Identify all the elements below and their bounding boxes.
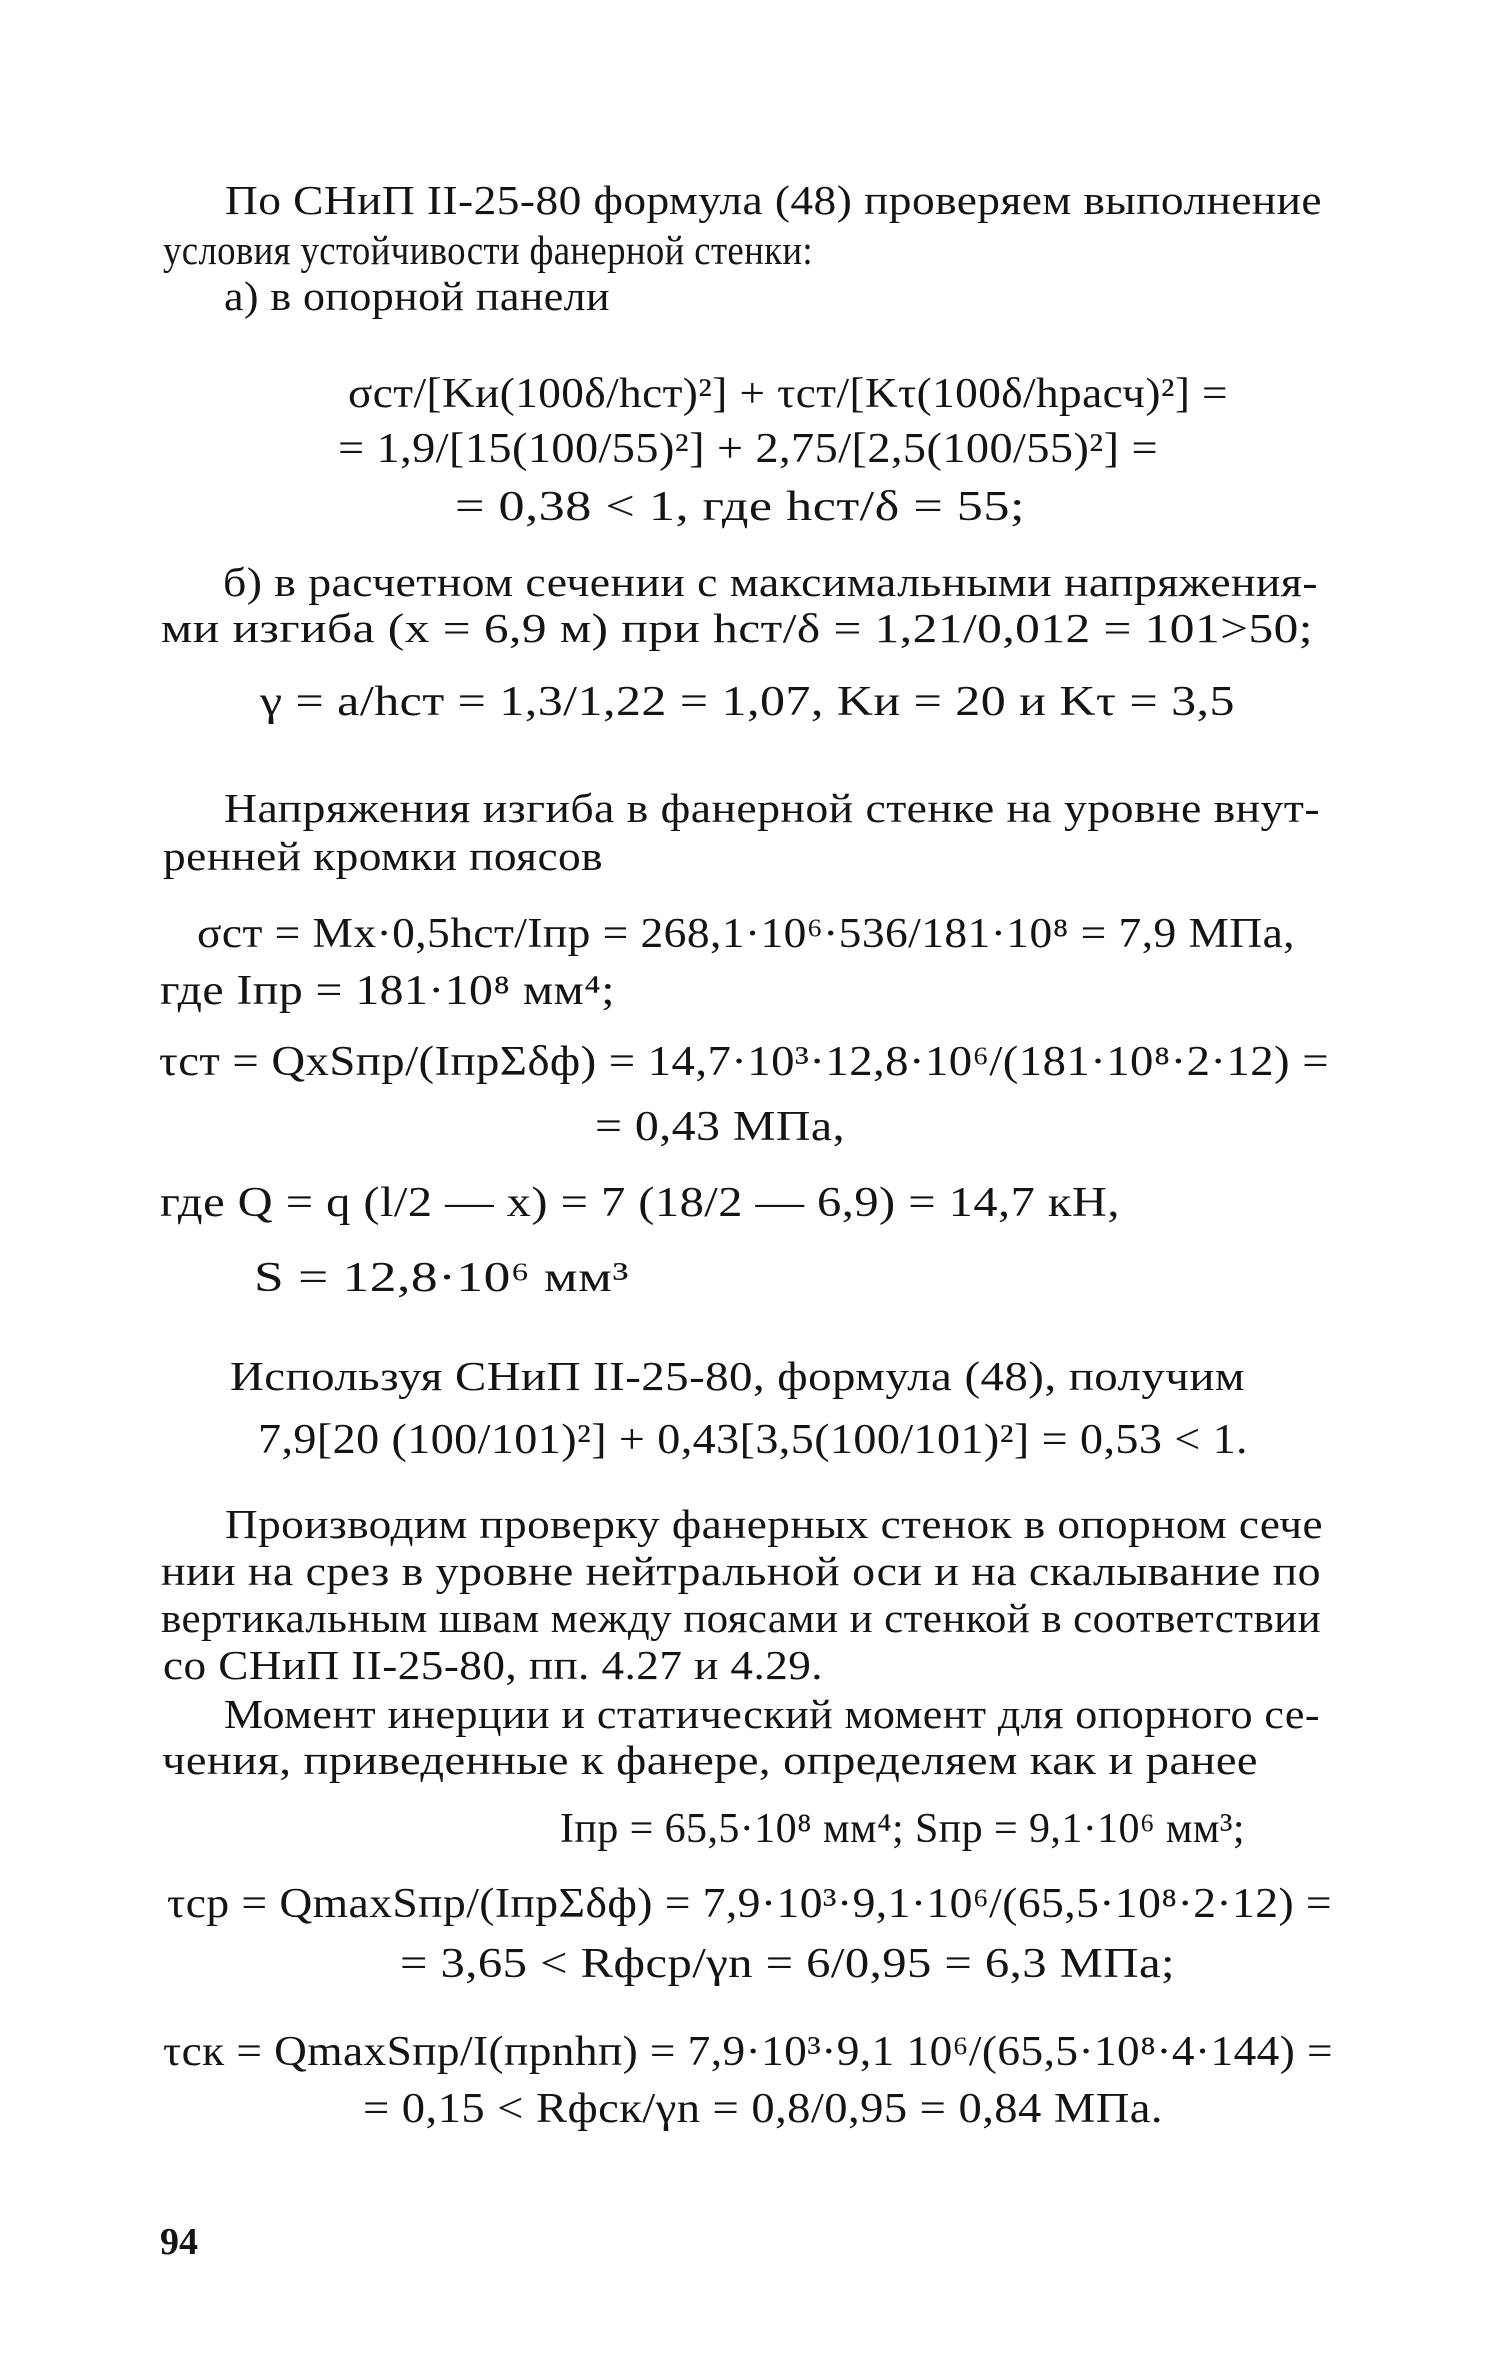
text-line: б) в расчетном сечении с максимальными напряжения- — [223, 559, 1318, 605]
formula-line: = 1,9/[15(100/55)²] + 2,75/[2,5(100/55)²] = — [338, 426, 1158, 472]
text-line: условия устойчивости фанерной стенки: — [163, 227, 813, 273]
formula-line: = 3,65 < Rфср/γn = 6/0,95 = 6,3 МПа; — [400, 1941, 1175, 1987]
formula-line: S = 12,8·10⁶ мм³ — [254, 1255, 629, 1301]
text-line: со СНиП II-25-80, пп. 4.27 и 4.29. — [163, 1642, 823, 1688]
formula-line: где Q = q (l/2 — x) = 7 (18/2 — 6,9) = 14,7 кН, — [160, 1180, 1120, 1226]
formula-line: Iпр = 65,5·10⁸ мм⁴; Sпр = 9,1·10⁶ мм³; — [560, 1806, 1245, 1852]
text-line: По СНиП II-25-80 формула (48) проверяем выполнение — [225, 177, 1322, 223]
formula-line: τст = QxSпр/(IпрΣδф) = 14,7·10³·12,8·10⁶/(181·10⁸·2·12) = — [159, 1039, 1329, 1085]
text-line: Момент инерции и статический момент для опорного се- — [224, 1691, 1320, 1737]
text-line: нии на срез в уровне нейтральной оси и на скалывание по — [161, 1548, 1321, 1594]
page-number: 94 — [160, 2221, 198, 2263]
formula-line: где Iпр = 181·10⁸ мм⁴; — [160, 968, 615, 1014]
formula-line: = 0,43 МПа, — [595, 1104, 845, 1150]
text-line: вертикальным швам между поясами и стенкой в соответствии — [161, 1595, 1321, 1641]
text-line: Используя СНиП II-25-80, формула (48), получим — [230, 1353, 1245, 1399]
formula-line: = 0,15 < Rфск/γn = 0,8/0,95 = 0,84 МПа. — [363, 2086, 1163, 2132]
formula-line: τск = QmaxSпр/I(прnhп) = 7,9·10³·9,1 10⁶/(65,5·10⁸·4·144) = — [163, 2029, 1333, 2075]
formula-line: γ = a/hст = 1,3/1,22 = 1,07, Kи = 20 и Kτ = 3,5 — [260, 679, 1235, 725]
text-line: Производим проверку фанерных стенок в опорном сече — [225, 1501, 1323, 1547]
formula-line: = 0,38 < 1, где hст/δ = 55; — [455, 484, 1025, 530]
formula-line: σст/[Kи(100δ/hст)²] + τст/[Kτ(100δ/hрасч)²] = — [348, 371, 1228, 417]
text-line: Напряжения изгиба в фанерной стенке на уровне внут- — [224, 785, 1320, 831]
formula-line: σст = Mx·0,5hст/Iпр = 268,1·10⁶·536/181·10⁸ = 7,9 МПа, — [197, 911, 1295, 957]
text-line: чения, приведенные к фанере, определяем как и ранее — [162, 1737, 1258, 1783]
formula-line: 7,9[20 (100/101)²] + 0,43[3,5(100/101)²] = 0,53 < 1. — [258, 1417, 1248, 1463]
formula-line: τср = QmaxSпр/(IпрΣδф) = 7,9·10³·9,1·10⁶/(65,5·10⁸·2·12) = — [167, 1881, 1332, 1927]
text-line: а) в опорной панели — [224, 273, 610, 319]
text-line: ренней кромки поясов — [163, 833, 603, 879]
text-line: ми изгиба (x = 6,9 м) при hст/δ = 1,21/0,012 = 101>50; — [161, 605, 1313, 651]
